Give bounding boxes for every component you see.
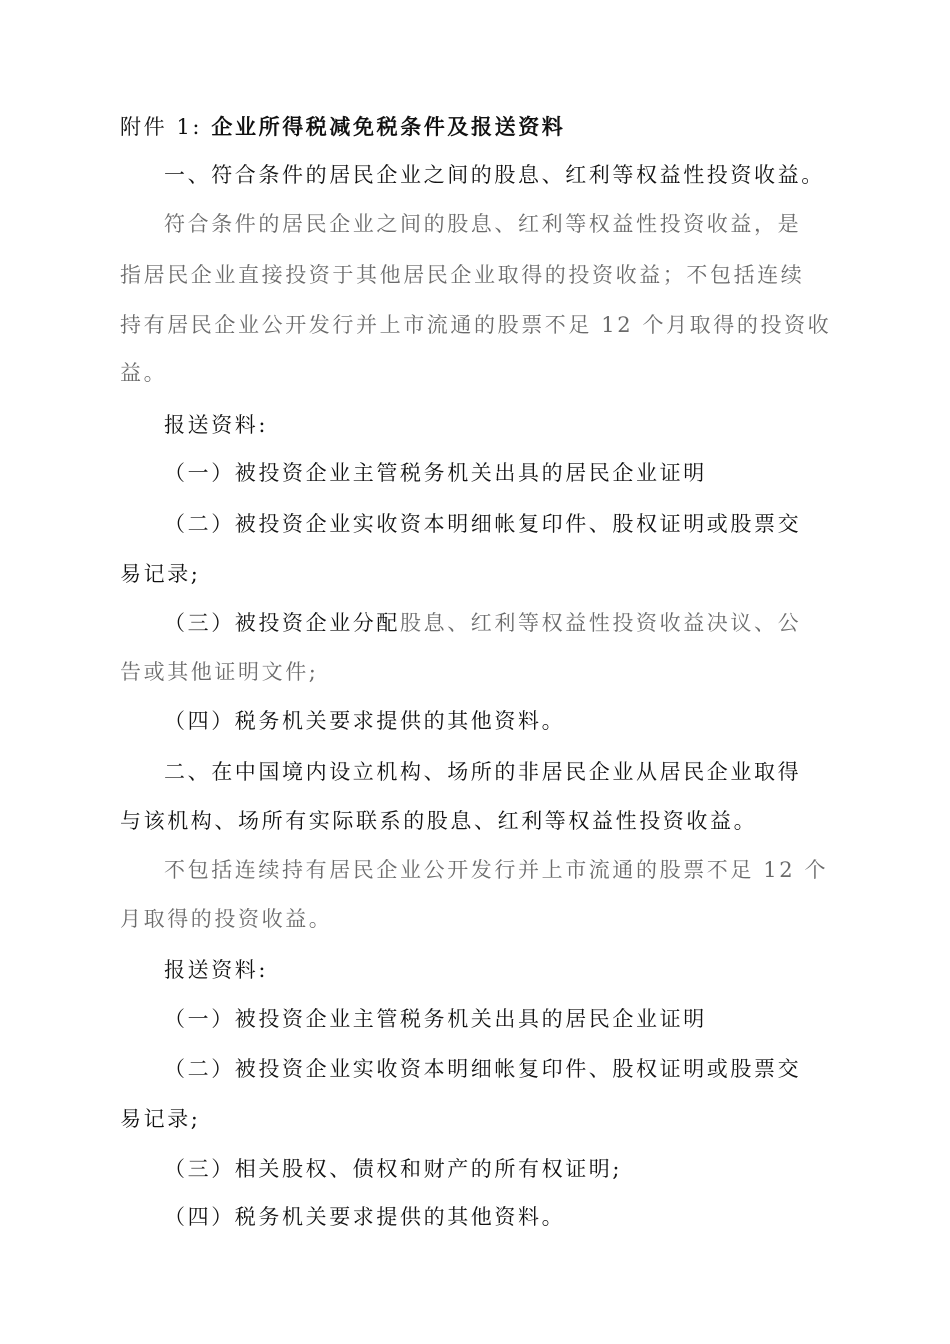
section-1-item-3-line-1 [164, 608, 801, 638]
section-2-desc-line-1: 不包括连续持有居民企业公开发行并上市流通的股票不足 12 个 [164, 858, 829, 882]
section-1-title: 一、符合条件的居民企业之间的股息、红利等权益性投资收益。 [164, 163, 825, 187]
section-2-desc-line-2: 月取得的投资收益。 [120, 907, 333, 931]
section-2-materials-label: 报送资料: [164, 958, 269, 982]
attachment-label: 附件 1: [120, 115, 203, 139]
section-1-item-2-line-1: （二）被投资企业实收资本明细帐复印件、股权证明或股票交 [164, 512, 802, 536]
section-2-title-line-2: 与该机构、场所有实际联系的股息、红利等权益性投资收益。 [120, 809, 758, 833]
section-1-desc-line-3: 持有居民企业公开发行并上市流通的股票不足 12 个月取得的投资收 [120, 313, 832, 337]
document-title: 企业所得税减免税条件及报送资料 [211, 114, 566, 139]
section-1-item-3-part-a: （三）被投资企业分配 [164, 611, 400, 635]
section-2-item-1: （一）被投资企业主管税务机关出具的居民企业证明 [164, 1007, 707, 1031]
section-2-item-2-line-2: 易记录; [120, 1107, 201, 1131]
section-1-desc-line-4: 益。 [120, 361, 168, 385]
section-2-item-3: （三）相关股权、债权和财产的所有权证明; [164, 1157, 623, 1181]
section-1-item-4: （四）税务机关要求提供的其他资料。 [164, 709, 566, 733]
section-1-desc-line-2: 指居民企业直接投资于其他居民企业取得的投资收益；不包括连续 [120, 263, 805, 287]
section-1-materials-label: 报送资料: [164, 413, 269, 437]
section-2-item-2-line-1: （二）被投资企业实收资本明细帐复印件、股权证明或股票交 [164, 1057, 802, 1081]
section-1-desc-line-1: 符合条件的居民企业之间的股息、红利等权益性投资收益，是 [164, 212, 802, 236]
section-2-item-4: （四）税务机关要求提供的其他资料。 [164, 1205, 566, 1229]
attachment-heading [120, 112, 565, 142]
section-1-item-3-part-b: 股息、红利等权益性投资收益决议、公 [400, 611, 802, 635]
section-1-item-3-line-2: 告或其他证明文件; [120, 660, 319, 684]
section-1-item-2-line-2: 易记录; [120, 562, 201, 586]
section-2-title-line-1: 二、在中国境内设立机构、场所的非居民企业从居民企业取得 [164, 760, 802, 784]
section-1-item-1: （一）被投资企业主管税务机关出具的居民企业证明 [164, 461, 707, 485]
